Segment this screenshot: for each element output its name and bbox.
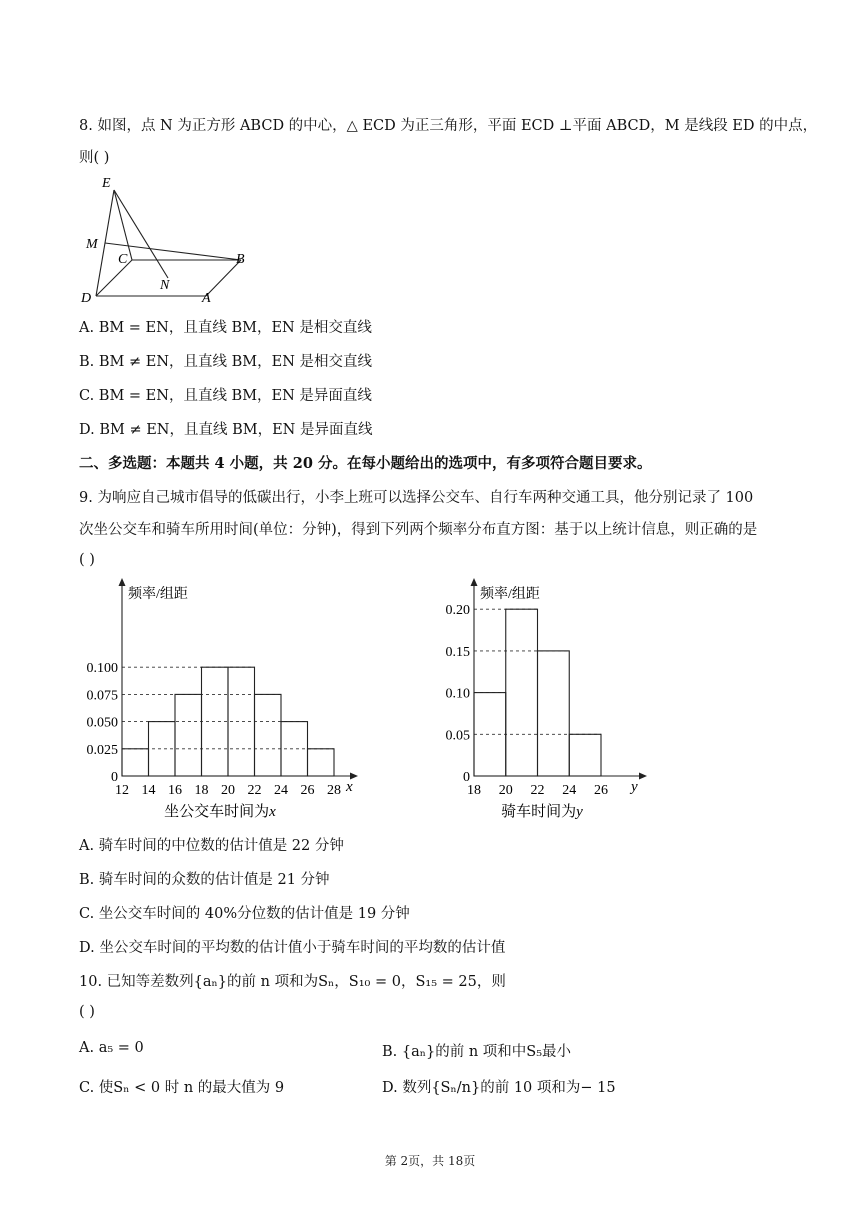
- q8-option-a: A. BM = EN，且直线 BM，EN 是相交直线: [79, 320, 372, 336]
- y-tick-label: 0.05: [445, 728, 470, 744]
- q10-option-b: B. {aₙ}的前 n 项和中S₅最小: [382, 1044, 572, 1060]
- x-tick-label: 18: [467, 783, 481, 798]
- histogram-bar: [506, 609, 538, 776]
- x-axis-label: x: [346, 779, 353, 795]
- bike-time-histogram: [430, 576, 670, 822]
- q9-option-b: B. 骑车时间的众数的估计值是 21 分钟: [79, 872, 330, 888]
- histogram-bar: [538, 651, 570, 776]
- y-axis-arrow: [119, 578, 126, 586]
- point-label-b: B: [236, 252, 245, 267]
- q9-option-d: D. 坐公交车时间的平均数的估计值小于骑车时间的平均数的估计值: [79, 940, 506, 956]
- histogram-bar: [308, 749, 335, 776]
- point-label-e: E: [102, 176, 111, 191]
- q8-geometry-figure: [78, 172, 258, 308]
- histogram-bar: [569, 734, 601, 776]
- q9-option-c: C. 坐公交车时间的 40%分位数的估计值是 19 分钟: [79, 906, 410, 922]
- q8-option-c: C. BM = EN，且直线 BM，EN 是异面直线: [79, 388, 372, 404]
- histogram-bar: [122, 749, 149, 776]
- bus-time-histogram: [70, 576, 415, 822]
- q9-stem-line3: ( ): [79, 552, 95, 568]
- q10-option-a: A. a₅ = 0: [79, 1040, 144, 1056]
- x-axis-label: y: [631, 779, 638, 795]
- y-tick-label: 0: [463, 770, 470, 785]
- q8-stem-line1: 8. 如图，点 N 为正方形 ABCD 的中心，△ ECD 为正三角形，平面 ECD ⊥平面 ABCD，M 是线段 ED 的中点，: [79, 118, 818, 134]
- y-tick-label: 0.15: [445, 644, 470, 660]
- histogram-bar: [255, 694, 282, 776]
- q10-option-c: C. 使Sₙ < 0 时 n 的最大值为 9: [79, 1080, 285, 1096]
- x-tick-label: 26: [594, 783, 608, 798]
- y-axis-label: 频率/组距: [480, 587, 540, 602]
- y-tick-label: 0: [111, 770, 118, 785]
- point-label-c: C: [118, 252, 128, 267]
- chart-caption-variable: x: [269, 804, 276, 820]
- page-footer: 第 2页，共 18页: [384, 1154, 476, 1168]
- q8-option-b: B. BM ≠ EN，且直线 BM，EN 是相交直线: [79, 354, 373, 370]
- q9-stem-line2: 次坐公交车和骑车所用时间(单位：分钟)，得到下列两个频率分布直方图：基于以上统计信息，则正确的是: [79, 522, 758, 538]
- point-label-a: A: [202, 291, 211, 306]
- y-axis-label: 频率/组距: [128, 587, 188, 602]
- x-tick-label: 22: [247, 783, 262, 798]
- x-tick-label: 28: [327, 783, 341, 798]
- x-tick-label: 20: [221, 783, 235, 798]
- x-tick-label: 20: [498, 783, 513, 798]
- section-heading: 二、多选题：本题共 4 小题，共 20 分。在每小题给出的选项中，有多项符合题目要求。: [79, 455, 652, 472]
- x-tick-label: 26: [300, 783, 315, 798]
- y-tick-label: 0.10: [445, 686, 470, 702]
- chart-caption: 骑车时间为y: [501, 804, 583, 820]
- q9-stem-line1: 9. 为响应自己城市倡导的低碳出行，小李上班可以选择公交车、自行车两种交通工具，他分别记录了 100: [79, 490, 754, 506]
- y-tick-label: 0.025: [86, 742, 118, 758]
- x-tick-label: 24: [562, 783, 577, 798]
- point-label-d: D: [81, 291, 92, 306]
- histogram-bar: [175, 694, 202, 776]
- x-axis-arrow: [639, 773, 647, 780]
- q8-option-d: D. BM ≠ EN，且直线 BM，EN 是异面直线: [79, 422, 373, 438]
- y-tick-label: 0.075: [86, 688, 118, 704]
- chart-caption: 坐公交车时间为x: [164, 804, 276, 820]
- x-tick-label: 24: [274, 783, 288, 798]
- q10-paren: ( ): [79, 1004, 95, 1020]
- y-tick-label: 0.050: [86, 715, 118, 731]
- y-tick-label: 0.20: [445, 603, 470, 619]
- x-tick-label: 18: [194, 783, 209, 798]
- q9-option-a: A. 骑车时间的中位数的估计值是 22 分钟: [79, 838, 344, 854]
- point-label-n: N: [160, 278, 170, 293]
- q10-option-d: D. 数列{Sₙ/n}的前 10 项和为− 15: [382, 1080, 616, 1096]
- q8-stem-line2: 则( ): [79, 150, 110, 166]
- q10-stem: 10. 已知等差数列{aₙ}的前 n 项和为Sₙ，S₁₀ = 0，S₁₅ = 25，则: [79, 974, 506, 990]
- chart-caption-variable: y: [576, 804, 583, 820]
- x-tick-label: 14: [141, 783, 156, 798]
- x-tick-label: 22: [530, 783, 545, 798]
- point-label-m: M: [86, 237, 98, 252]
- y-axis-arrow: [471, 578, 478, 586]
- y-tick-label: 0.100: [86, 661, 118, 677]
- x-tick-label: 12: [115, 783, 129, 798]
- x-tick-label: 16: [168, 783, 182, 798]
